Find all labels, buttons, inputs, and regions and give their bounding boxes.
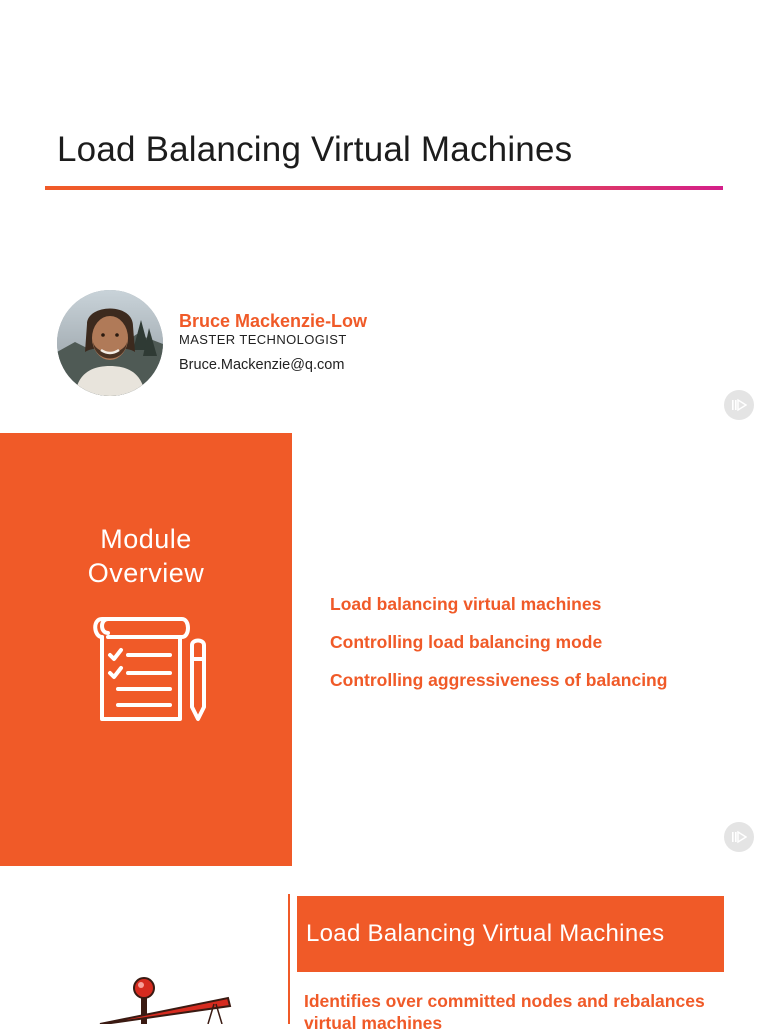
page-title: Load Balancing Virtual Machines	[57, 130, 573, 169]
avatar	[57, 290, 163, 396]
overview-heading-line1: Module	[100, 524, 192, 554]
author-role: MASTER TECHNOLOGIST	[179, 332, 347, 347]
module-overview-list	[330, 592, 667, 706]
author-email: Bruce.Mackenzie@q.com	[179, 357, 345, 373]
list-item: Load balancing virtual machines	[330, 594, 602, 614]
module-overview-heading	[0, 522, 292, 590]
topic-title-box	[297, 896, 724, 972]
scale-icon	[96, 976, 236, 1029]
title-underline	[45, 186, 723, 190]
play-icon[interactable]	[724, 822, 754, 852]
play-icon[interactable]	[724, 390, 754, 420]
author-name: Bruce Mackenzie-Low	[179, 311, 368, 331]
list-item: Controlling aggressiveness of balancing	[330, 670, 668, 690]
checklist-icon	[88, 615, 212, 728]
topic-title: Load Balancing Virtual Machines	[306, 920, 665, 947]
overview-heading-line2: Overview	[87, 558, 205, 588]
topic-body-text: Identifies over committed nodes and rebalances virtual machines	[304, 991, 705, 1033]
section-divider	[288, 894, 290, 1024]
list-item: Controlling load balancing mode	[330, 632, 603, 652]
